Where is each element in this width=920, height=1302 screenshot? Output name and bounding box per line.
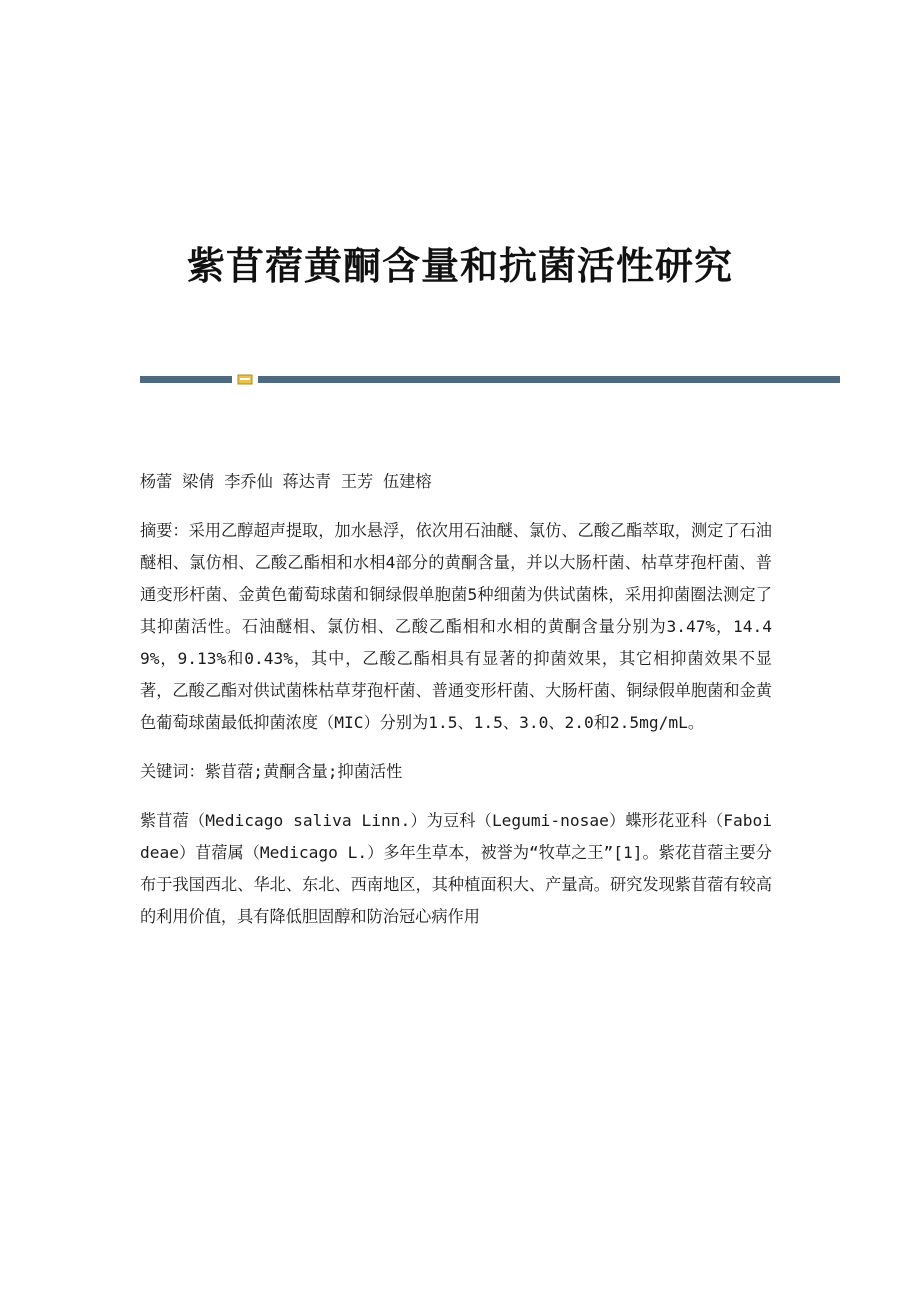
paper-content bbox=[140, 466, 772, 950]
divider-bar-left bbox=[140, 376, 232, 383]
divider-ornament-icon bbox=[237, 374, 253, 385]
keywords-paragraph: 关键词：紫苜蓿;黄酮含量;抑菌活性 bbox=[140, 762, 403, 781]
divider-bar-right bbox=[258, 376, 840, 383]
abstract-paragraph: 摘要：采用乙醇超声提取，加水悬浮，依次用石油醚、氯仿、乙酸乙酯萃取，测定了石油醚相、氯仿相、乙酸乙酯相和水相4部分的黄酮含量，并以大肠杆菌、枯草芽孢杆菌、普通变形杆菌、金黄色葡萄球菌和铜绿假单胞菌5种细菌为供试菌株，采用抑菌圈法测定了其抑菌活性。石油醚相、氯仿相、乙酸乙酯相和水相的黄酮含量分别为3.47%，14.49%，9.13%和0.43%，其中，乙酸乙酯相具有显著的抑菌效果，其它相抑菌效果不显著，乙酸乙酯对供试菌株枯草芽孢杆菌、普通变形杆菌、大肠杆菌、铜绿假单胞菌和金黄色葡萄球菌最低抑菌浓度（MIC）分别为1.5、1.5、3.0、2.0和2.5mg/mL。 bbox=[140, 521, 772, 732]
author-list: 杨蕾 梁倩 李乔仙 蒋达青 王芳 伍建榕 bbox=[140, 472, 432, 491]
title-divider bbox=[140, 374, 840, 386]
paper-title: 紫苜蓿黄酮含量和抗菌活性研究 bbox=[186, 243, 733, 289]
body-paragraph: 紫苜蓿（Medicago saliva Linn.）为豆科（Legumi-nosae）蝶形花亚科（Faboideae）苜蓿属（Medicago L.）多年生草本，被誉为“牧草之王”[1]。紫花苜蓿主要分布于我国西北、华北、东北、西南地区，其种植面积大、产量高。研究发现紫苜蓿有较高的利用价值，具有降低胆固醇和防治冠心病作用 bbox=[140, 811, 772, 926]
